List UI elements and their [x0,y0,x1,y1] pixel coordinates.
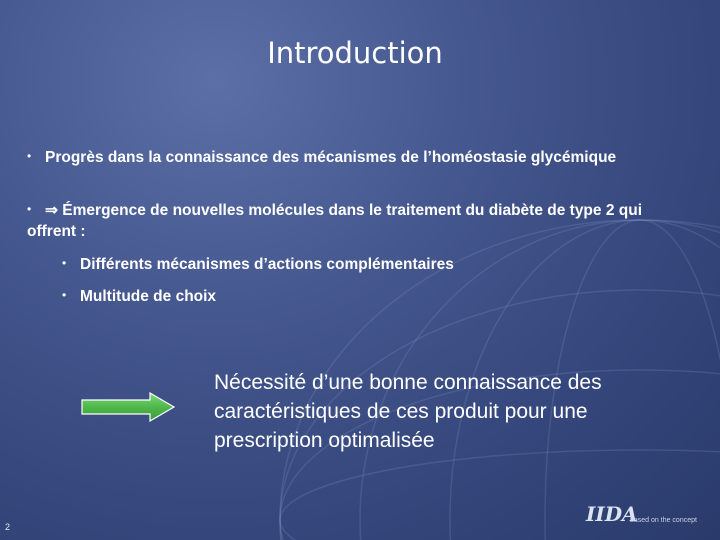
bullet-marker: • [27,149,32,163]
logo-tagline: based on the concept [630,517,697,524]
bullet-marker: • [27,202,32,216]
iida-logo [586,502,712,532]
page-number: 2 [5,522,11,532]
sub-bullet-text: Multitude de choix [80,288,217,305]
bullet-marker: • [62,288,67,302]
right-arrow-icon [80,392,176,422]
logo-mark: IIDA [586,502,638,526]
slide-title: Introduction [267,36,443,70]
bullet-item [27,199,687,242]
sub-bullet-item [62,285,662,307]
bullet-text: Progrès dans la connaissance des mécanismes de l’homéostasie glycémique [45,149,617,166]
bullet-item [27,146,667,168]
sub-bullet-text: Différents mécanismes d’actions complémentaires [80,256,454,273]
bullet-marker: • [62,256,67,270]
bullet-text: ⇒ Émergence de nouvelles molécules dans le traitement du diabète de type 2 qui offrent : [27,202,642,240]
sub-bullet-item [62,253,662,275]
conclusion-text: Nécessité d’une bonne connaissance des caractéristiques de ces produit pour une prescription optimalisée [214,371,602,452]
